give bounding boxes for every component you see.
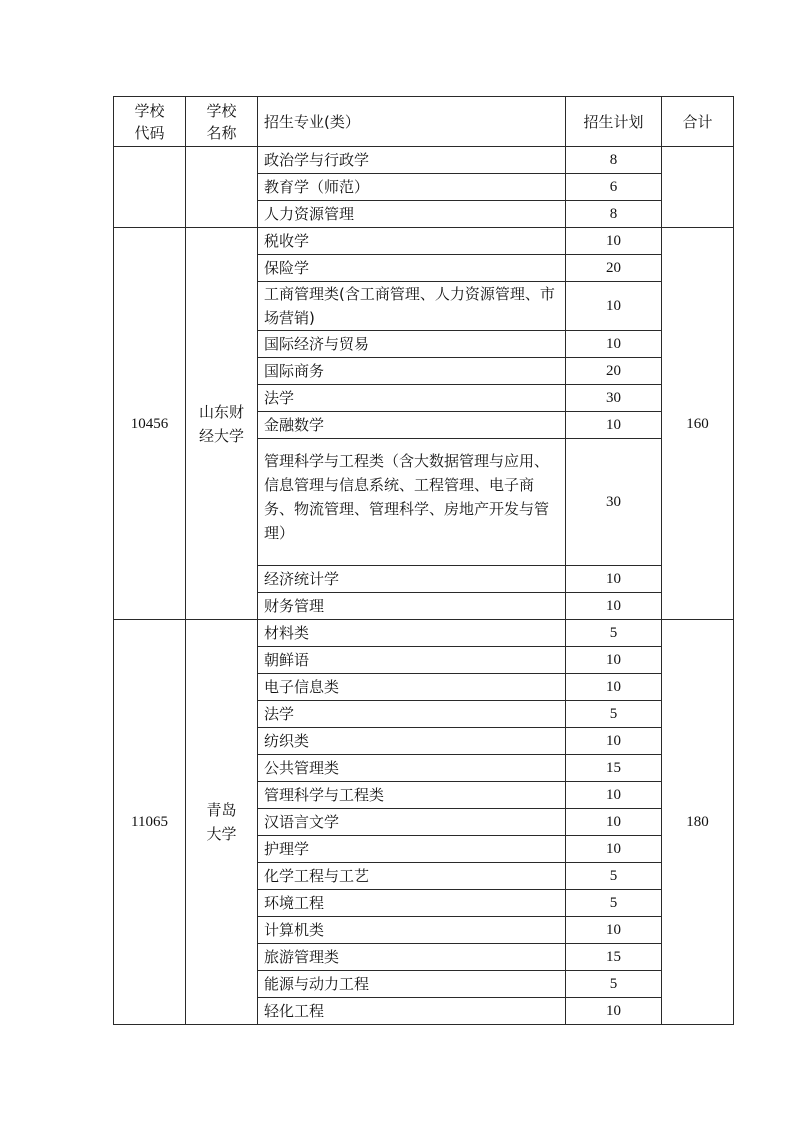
- header-total: 合计: [662, 97, 734, 147]
- major-cell: 朝鲜语: [258, 647, 566, 674]
- header-school-name: 学校 名称: [186, 97, 258, 147]
- plan-cell: 20: [566, 255, 662, 282]
- table-row: [114, 620, 734, 647]
- major-cell: 法学: [258, 385, 566, 412]
- school-name-cell: [186, 147, 258, 228]
- major-cell: 金融数学: [258, 412, 566, 439]
- table-header-row: [114, 97, 734, 147]
- plan-cell: 5: [566, 701, 662, 728]
- header-plan: 招生计划: [566, 97, 662, 147]
- major-cell: 工商管理类(含工商管理、人力资源管理、市场营销): [258, 282, 566, 331]
- major-cell: 国际经济与贸易: [258, 331, 566, 358]
- major-cell: 国际商务: [258, 358, 566, 385]
- major-cell: 人力资源管理: [258, 201, 566, 228]
- plan-cell: 10: [566, 728, 662, 755]
- plan-cell: 10: [566, 566, 662, 593]
- plan-cell: 10: [566, 782, 662, 809]
- plan-cell: 8: [566, 201, 662, 228]
- major-cell: 财务管理: [258, 593, 566, 620]
- plan-cell: 8: [566, 147, 662, 174]
- plan-cell: 6: [566, 174, 662, 201]
- total-cell: 160: [662, 228, 734, 620]
- plan-cell: 10: [566, 809, 662, 836]
- major-cell: 经济统计学: [258, 566, 566, 593]
- plan-cell: 5: [566, 890, 662, 917]
- plan-cell: 5: [566, 620, 662, 647]
- major-cell: 税收学: [258, 228, 566, 255]
- plan-cell: 20: [566, 358, 662, 385]
- plan-cell: 10: [566, 647, 662, 674]
- major-cell: 环境工程: [258, 890, 566, 917]
- plan-cell: 15: [566, 944, 662, 971]
- major-cell: 化学工程与工艺: [258, 863, 566, 890]
- total-cell: 180: [662, 620, 734, 1025]
- major-cell: 管理科学与工程类（含大数据管理与应用、信息管理与信息系统、工程管理、电子商务、物流管理、管理科学、房地产开发与管理）: [258, 439, 566, 566]
- header-school-code: 学校 代码: [114, 97, 186, 147]
- plan-cell: 10: [566, 331, 662, 358]
- header-major: 招生专业(类）: [258, 97, 566, 147]
- major-cell: 材料类: [258, 620, 566, 647]
- major-cell: 能源与动力工程: [258, 971, 566, 998]
- plan-cell: 5: [566, 863, 662, 890]
- plan-cell: 30: [566, 385, 662, 412]
- plan-cell: 10: [566, 917, 662, 944]
- plan-cell: 5: [566, 971, 662, 998]
- major-cell: 护理学: [258, 836, 566, 863]
- enrollment-plan-table: [113, 96, 734, 1025]
- total-cell: [662, 147, 734, 228]
- school-name-cell: 青岛 大学: [186, 620, 258, 1025]
- major-cell: 保险学: [258, 255, 566, 282]
- major-cell: 法学: [258, 701, 566, 728]
- school-name-cell: 山东财 经大学: [186, 228, 258, 620]
- school-code-cell: 10456: [114, 228, 186, 620]
- plan-cell: 10: [566, 998, 662, 1025]
- plan-cell: 30: [566, 439, 662, 566]
- major-cell: 公共管理类: [258, 755, 566, 782]
- major-cell: 教育学（师范）: [258, 174, 566, 201]
- major-cell: 电子信息类: [258, 674, 566, 701]
- school-code-cell: 11065: [114, 620, 186, 1025]
- major-cell: 纺织类: [258, 728, 566, 755]
- major-cell: 轻化工程: [258, 998, 566, 1025]
- major-cell: 旅游管理类: [258, 944, 566, 971]
- plan-cell: 10: [566, 412, 662, 439]
- plan-cell: 10: [566, 282, 662, 331]
- plan-cell: 10: [566, 593, 662, 620]
- table-row: [114, 147, 734, 174]
- major-cell: 政治学与行政学: [258, 147, 566, 174]
- plan-cell: 10: [566, 228, 662, 255]
- school-code-cell: [114, 147, 186, 228]
- plan-cell: 10: [566, 674, 662, 701]
- major-cell: 汉语言文学: [258, 809, 566, 836]
- plan-cell: 15: [566, 755, 662, 782]
- table-row: [114, 228, 734, 255]
- major-cell: 管理科学与工程类: [258, 782, 566, 809]
- major-cell: 计算机类: [258, 917, 566, 944]
- plan-cell: 10: [566, 836, 662, 863]
